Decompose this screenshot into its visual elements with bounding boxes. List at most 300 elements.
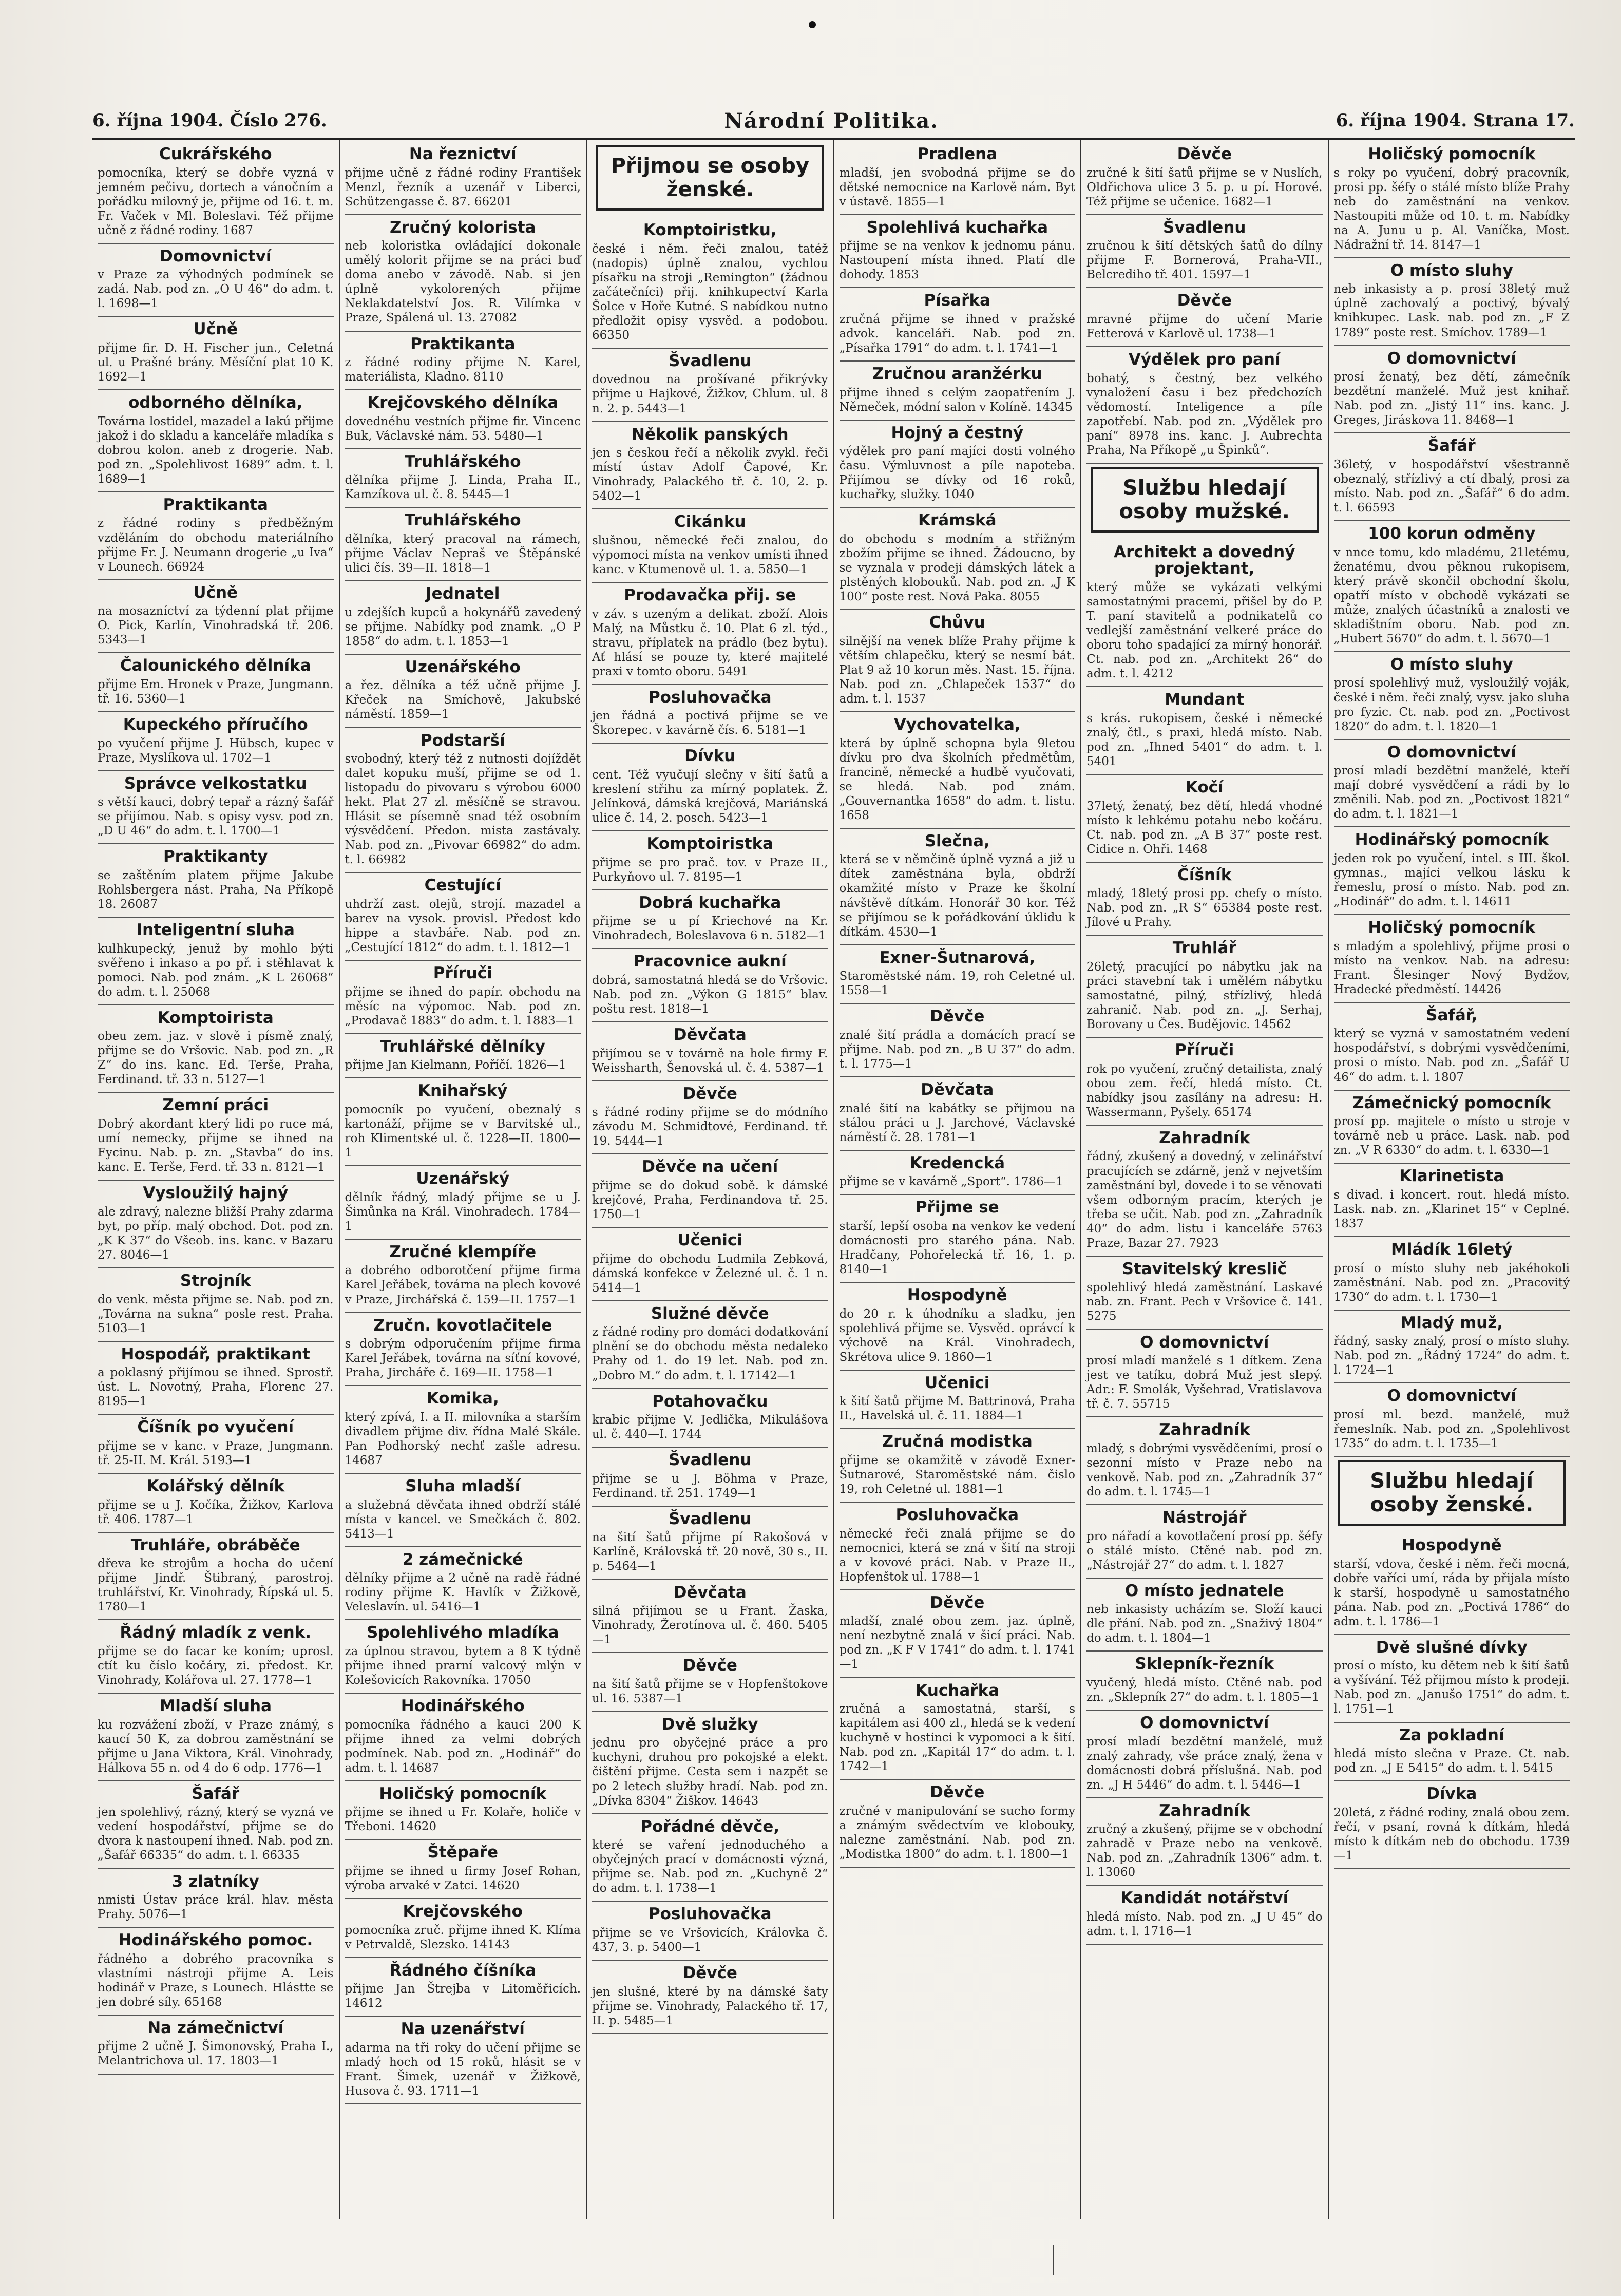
ad-title: Kolářský dělník — [146, 1476, 285, 1495]
ad-title: O domovnictví — [1387, 349, 1516, 368]
classified-ad — [98, 1005, 334, 1093]
classified-ad — [345, 961, 581, 1034]
ad-title: O domovnictví — [1387, 743, 1516, 762]
ad-body: s krás. rukopisem, české i německé znalý, čtl., s praxi, hledá místo. Nab. pod zn. „Ihned 5401“ do adm. t. l. 5401 — [1086, 711, 1323, 768]
ad-title: Čalounického dělníka — [120, 656, 311, 675]
classified-ad — [592, 1228, 828, 1301]
classified-ad — [840, 1004, 1076, 1077]
ad-body: zručný a zkušený, přijme se v obchodní zahradě v Praze nebo na venkově. Nab. pod zn. „Zahradník 1306“ adm. t. l. 13060 — [1086, 1823, 1323, 1880]
ad-title: Pradlena — [917, 145, 998, 163]
classified-ad — [1334, 433, 1570, 521]
ad-title: Děvče — [930, 1007, 985, 1026]
ad-title: Zahradník — [1159, 1128, 1250, 1147]
ad-title: Výdělek pro paní — [1128, 350, 1281, 369]
classified-ad — [592, 890, 828, 950]
classified-ad — [98, 771, 334, 845]
classified-ad — [840, 288, 1076, 362]
ad-body: z řádné rodiny pro domáci dodatkování plnění se do obchodu města nedaleko Prahy od 1. do 19 let. Nab. pod zn. „Dobro M.“ do adm. t. l. 17142—1 — [592, 1325, 828, 1382]
section-heading-box: Službu hledají osoby ženské. — [1338, 1460, 1566, 1526]
ad-body: neb inkasisty ucházím se. Složí kauci dle přání. Nab. pod zn. „Snaživý 1804“ do adm. t. l. 1804—1 — [1086, 1603, 1323, 1645]
classified-ad — [840, 712, 1076, 829]
ad-title: O místo jednatele — [1124, 1581, 1284, 1600]
classified-ad — [592, 1814, 828, 1902]
ad-body: přijme se ihned u firmy Josef Rohan, výroba arvaké v Zatci. 14620 — [345, 1864, 581, 1892]
classified-ad — [592, 1580, 828, 1654]
classified-ad — [1086, 347, 1323, 464]
classified-ad — [98, 653, 334, 712]
ad-body: svobodný, který též z nutnosti dojíždět dalet kopuku muší, přijme se od 1. listopadu do pivovaru s výrobou 6000 hekt. Plat 27 zl. měsíčně se stravou. Hlásit se písemně snad též osobním výsvědčení. Předon. mista zastávaly. Nab. pod zn. „Pivovar 66982“ do adm. t. l. 66982 — [345, 752, 581, 867]
classified-ad — [345, 873, 581, 961]
classified-ad — [98, 244, 334, 317]
ad-title: Podstarší — [420, 731, 505, 750]
ad-title: Exner-Šutnarová, — [879, 948, 1036, 967]
classified-ad — [345, 332, 581, 391]
ad-body: starší, lepší osoba na venkov ke vedení domácnosti pro starého pána. Nab. Hradčany, Pohořelecká tř. 16, 1. p. 8140—1 — [839, 1219, 1075, 1276]
classified-ad — [592, 1154, 828, 1228]
ad-title: Kuchařka — [915, 1681, 1000, 1700]
ad-title: Posluhovačka — [648, 1905, 772, 1924]
classified-ad — [840, 508, 1076, 610]
ad-body: prosí o místo sluhy neb jakéhokoli zaměstnání. Nab. pod zn. „Pracovitý 1730“ do adm. t. l. 1730—1 — [1333, 1261, 1570, 1304]
ad-body: v Praze za výhodných podmínek se zadá. Nab. pod zn. „O U 46“ do adm. t. l. 1698—1 — [98, 268, 334, 311]
ad-body: a řez. dělníka a též učně přijme J. Křeček na Smíchově, Jakubské náměstí. 1859—1 — [345, 679, 581, 722]
section-heading-box: Přijmou se osoby ženské. — [596, 145, 824, 211]
ad-body: do venk. města přijme se. Nab. pod zn. „Továrna na sukna“ posle rest. Praha. 5103—1 — [98, 1293, 334, 1335]
ad-title: Kandidát notářství — [1120, 1889, 1289, 1908]
classified-ad — [840, 1780, 1076, 1868]
classified-ad — [1334, 142, 1570, 258]
classified-ad — [98, 1474, 334, 1533]
ad-title: Praktikanty — [163, 847, 268, 866]
ad-title: Stavitelský kreslič — [1122, 1259, 1287, 1278]
ad-title: Děvče — [682, 1084, 737, 1103]
classified-ad — [840, 1429, 1076, 1503]
ad-title: Děvče — [930, 1593, 985, 1612]
ad-body: neb inkasisty a p. prosí 38letý muž úplně zachovalý a poctivý, bývalý knihkupec. Lask. nab. pod zn. „F Z 1789“ poste rest. Smíchov. 1789—1 — [1333, 282, 1570, 339]
ad-title: Štěpaře — [427, 1843, 499, 1862]
ad-body: z řádné rodiny přijme N. Karel, materiálista, Kladno. 8110 — [345, 356, 581, 384]
ad-body: silnější na venek blíže Prahy přijme k větším chlapečku, který se nesmí bát. Plat 9 až 10 korun měs. Nast. 15. října. Nab. pod zn. „Chlapeček 1537“ do adm. t. l. 1537 — [839, 634, 1075, 706]
ad-body: prosí o místo, ku dětem neb k šití šatů a vyšívání. Též přijmou místo k prodeji. Nab. pod zn. „Janušo 1751“ do adm. t. l. 1751—1 — [1333, 1659, 1570, 1716]
ad-title: Krámská — [918, 511, 997, 530]
classified-ad — [1086, 1257, 1323, 1330]
ad-body: dělník řádný, mladý přijme se u J. Šimůnka na Král. Vinohradech. 1784—1 — [345, 1190, 581, 1233]
column-6 — [1329, 140, 1575, 2219]
ad-title: Vysloužilý hajný — [143, 1184, 289, 1203]
classified-ad — [98, 1268, 334, 1342]
ad-title: Švadlenu — [669, 1509, 752, 1528]
ad-title: Kredencká — [909, 1153, 1005, 1172]
ad-title: Šafář — [1427, 437, 1476, 456]
ad-title: Děvčata — [673, 1026, 747, 1045]
ad-title: Hospodář, praktikant — [121, 1344, 310, 1363]
ad-title: Krejčovského dělníka — [367, 393, 559, 412]
ad-title: Přijme se — [915, 1198, 999, 1217]
ad-title: Děvčata — [673, 1583, 747, 1602]
ad-body: hledá místo slečna v Praze. Ct. nab. pod zn. „J E 5415“ do adm. t. l. 5415 — [1333, 1747, 1570, 1775]
ad-title: Pořádné děvče, — [640, 1817, 780, 1836]
ad-body: neb koloristka ovládající dokonale umělý kolorit přijme se na práci buď doma anebo v závodě. Nab. si jen úplně vykolorených přijme Neklakdatelství Jos. R. Vilímka v Praze, Spálená ul. 13. 27082 — [345, 239, 581, 325]
ad-title: Praktikanta — [410, 334, 516, 353]
ad-body: které se vaření jednoduchého a obyčejných prací v domácnosti význá, přijme se. Nab. pod zn. „Kuchyně 2“ do adm. t. l. 1738—1 — [592, 1838, 828, 1895]
ad-body: prosí pp. majitele o místo u stroje v továrně neb u práce. Lask. nab. pod zn. „V R 6330“ do adm. t. l. 6330—1 — [1333, 1115, 1570, 1158]
ad-body: v nnce tomu, kdo mladému, 21letému, ženatému, dvou pěknou rukopisem, který právě skončil obchodní školu, opatří místo v obchodě vykázati se může, znalých účastníků a znalosti ve skladištním oboru. Nab. pod zn. „Hubert 5670“ do adm. t. l. 5670—1 — [1333, 545, 1570, 646]
classified-ad — [1086, 1505, 1323, 1579]
ad-title: Pracovnice aukní — [633, 952, 787, 971]
ad-body: s dobrým odporučením přijme firma Karel Jeřábek, továrna na síťní kovové, Praha, Jircháře č. 169—II. 1758—1 — [345, 1337, 581, 1380]
ad-title: Zámečnický pomocník — [1352, 1093, 1551, 1112]
ad-title: Prodavačka přij. se — [624, 585, 796, 604]
classified-ad — [1334, 521, 1570, 652]
classified-ad — [1086, 687, 1323, 775]
ad-body: přijme Em. Hronek v Praze, Jungmann. tř. 16. 5360—1 — [98, 677, 334, 706]
ad-body: jen s českou řečí a několik zvykl. řeči místí ústav Adolf Čapové, Kr. Vinohrady, Palackého tř. č. 10, 2. p. 5402—1 — [592, 446, 828, 503]
classified-ad — [1086, 775, 1323, 863]
ad-body: mladší, znalé obou zem. jaz. úplně, není nezbytně znalá v šicí práci. Nab. pod zn. „K F V 1741“ do adm. t. l. 1741—1 — [839, 1615, 1075, 1672]
ad-title: Cikánku — [674, 513, 746, 532]
ad-title: Domovnictví — [159, 246, 272, 265]
classified-ad — [1086, 540, 1323, 687]
ad-title: Truhlářského — [404, 452, 521, 471]
classified-ad — [98, 1869, 334, 1928]
classified-ad — [98, 1928, 334, 2016]
classified-ad — [592, 1653, 828, 1712]
ad-title: Děvče — [1177, 145, 1232, 163]
ad-title: Cukrářského — [159, 145, 272, 163]
ad-body: Továrna lostidel, mazadel a lakú přijme jakož i do skladu a kanceláře mladíka s dobrou kolon. aneb z drogerie. Nab. pod zn. „Spolehlivost 1689“ adm. t. l. 1689—1 — [98, 414, 334, 486]
classified-ad — [1334, 1723, 1570, 1782]
classified-ad — [840, 142, 1076, 215]
classified-ad — [345, 1899, 581, 1958]
classified-ad — [592, 1712, 828, 1814]
classified-ad — [1334, 1781, 1570, 1869]
ad-body: ku rozvážení zboží, v Praze známý, s kaucí 50 K, za dobrou zaměstnání se přijme u Jana Viktora, Král. Vinohrady, Hálkova 55 n. od 4 do 6 odp. 1776—1 — [98, 1718, 334, 1775]
classified-ad — [840, 1503, 1076, 1590]
ad-title: Šafář, — [1426, 1005, 1478, 1024]
ad-title: Inteligentní sluha — [136, 921, 295, 940]
classified-ad — [1334, 1533, 1570, 1635]
ad-title: Krejčovského — [403, 1902, 523, 1921]
classified-ad — [592, 1507, 828, 1580]
ad-title: Vychovatelka, — [893, 715, 1021, 734]
classified-ad — [345, 1620, 581, 1694]
ad-body: 26letý, pracující po nábytku jak na práci stavební tak i umělém nábytku samostatné, pilný, střízlivý, hledá zahranič. Nab. pod zn. „J. Serhaj, Borovany u Čes. Budějovic. 14562 — [1086, 960, 1323, 1032]
ad-title: Děvče na učení — [642, 1158, 778, 1177]
ad-body: z řádné rodiny s předběžným vzděláním do obchodu materiálního přijme Fr. J. Neumann drogerie „u Iva“ v Lounech. 66924 — [98, 517, 334, 574]
ad-body: s roky po vyučení, dobrý pracovník, prosi pp. šéfy o stálé místo blíže Prahy neb do zaměstnání na venkov. Nastoupiti může od 10. t. m. Nabídky na A. Junu u p. Al. Vaníčka, Most. Nádražní tř. 14. 8147—1 — [1333, 166, 1570, 252]
ad-body: obeu zem. jaz. v slově i písmě znalý, přijme se do Vršovic. Nab. pod zn. „R Z“ do ins. kanc. Ed. Terše, Praha, Ferdinand. tř. 33 n. 5127—1 — [98, 1030, 334, 1087]
classified-ad — [345, 1034, 581, 1079]
classified-ad — [98, 2016, 334, 2075]
classified-ad — [592, 1301, 828, 1389]
ad-body: která by úplně schopna byla 9letou dívku pro dva školních předmětům, francině, německé a hudbě vyučovati, se hledá. Nab. pod znám. „Gouvernantka 1658“ do adm. t. listu. 1658 — [839, 736, 1075, 822]
ad-body: rok po vyučení, zručný detailista, znalý obou zem. řečí, hledá místo. Ct. nabídky jsou zasílány na adresu: H. Wassermann, Pyšely. 65174 — [1086, 1062, 1323, 1119]
ad-body: řádný, sasky znalý, prosí o místo sluhy. Nab. pod zn. „Řádný 1724“ do adm. t. l. 1724—1 — [1333, 1335, 1570, 1377]
page-margin-marks — [0, 2245, 1621, 2275]
classified-ad — [1086, 142, 1323, 215]
ad-title: Šafář — [192, 1784, 240, 1803]
ad-title: Praktikanta — [163, 495, 268, 514]
classified-ad — [345, 728, 581, 874]
ad-title: Děvčata — [921, 1080, 994, 1099]
classified-ad — [98, 1093, 334, 1181]
ad-title: Dvě služky — [661, 1715, 758, 1734]
ad-title: Uzenářského — [405, 657, 521, 676]
ad-body: a poklasný přijímou se ihned. Sprostř. úst. L. Novotný, Praha, Florenc 27. 8195—1 — [98, 1366, 334, 1409]
classified-ad — [345, 1240, 581, 1313]
classified-ad — [1086, 1126, 1323, 1257]
classified-ad — [98, 712, 334, 771]
ad-title: Zručnou aranžérku — [872, 365, 1042, 384]
ad-title: Truhlářské dělníky — [380, 1037, 545, 1056]
classified-ad — [840, 1371, 1076, 1430]
ad-title: Cestující — [424, 876, 501, 895]
classified-ad — [345, 142, 581, 215]
ad-body: který může se vykázati velkými samostatnými pracemi, přišel by do P. T. paní stavitelů a podnikatelů co vedlejší zaměstnání velkeré práce do oboru toho spadající za mírný honorář. Ct. nab. pod zn. „Architekt 26“ do adm. t. l. 4212 — [1086, 580, 1323, 681]
classified-ad — [1086, 936, 1323, 1038]
classified-ad — [98, 142, 334, 244]
ad-body: na mosazníctví za týdenní plat přijme O. Pick, Karlín, Vinohradská tř. 206. 5343—1 — [98, 604, 334, 647]
ad-title: Hodinářského — [401, 1697, 525, 1716]
ad-body: zručná přijme se ihned v pražské advok. kanceláři. Nab. pod zn. „Písařka 1791“ do adm. t. l. 1741—1 — [839, 312, 1075, 355]
ad-title: O místo sluhy — [1390, 261, 1513, 280]
ad-title: Holičský pomocník — [1368, 918, 1536, 937]
ad-title: Příruči — [1175, 1041, 1234, 1060]
ad-body: přijme Jan Štrejba v Litoměřicích. 14612 — [345, 1982, 581, 2010]
ad-body: se zaštěním platem přijme Jakube Rohlsbergera nást. Praha, Na Příkopě 18. 26087 — [98, 868, 334, 911]
classified-ad — [1334, 1383, 1570, 1457]
ad-title: Mundant — [1165, 690, 1245, 709]
classified-ad — [98, 1694, 334, 1781]
ad-title: odborného dělníka, — [128, 393, 303, 412]
classified-ad — [840, 1151, 1076, 1196]
classified-ad — [592, 1081, 828, 1155]
ad-body: zručnou k šití dětských šatů do dílny přijme F. Bornerová, Praha-VII., Belcrediho tř. 401. 1597—1 — [1086, 239, 1323, 282]
ad-body: 37letý, ženatý, bez dětí, hledá vhodné místo k lehkému potahu nebo kočáru. Ct. nab. pod zn. „A B 37“ poste rest. Cidice n. Ohři. 1468 — [1086, 799, 1323, 856]
ad-body: slušnou, německé řeči znalou, do výpomoci místa na venkov umísti ihned kanc. v Ktumenově ul. 1. a. 5850—1 — [592, 534, 828, 576]
ad-body: zručné v manipulování se sucho formy a známým svědectvím ve klobouky, nalezne zaměstnání. Nab. pod zn. „Modistka 1800“ do adm. t. l. 1800—1 — [839, 1804, 1075, 1861]
ad-title: Švadlenu — [1163, 218, 1246, 237]
ad-title: Zahradník — [1159, 1420, 1250, 1439]
classified-ad — [98, 1415, 334, 1474]
ad-body: zručná a samostatná, starší, s kapitálem asi 400 zl., hledá se k vedení kuchyně v hostinci k vypomoci a k šití. Nab. pod zn. „Kapitál 17“ do adm. t. l. 1742—1 — [839, 1702, 1075, 1774]
ad-title: Číšník — [1177, 865, 1232, 884]
ad-body: starší, vdova, české i něm. řeči mocná, dobře vaříci umí, ráda by přijala místo k starší, hospodyně u samostatného pána. Nab. pod zn. „Poctivá 1786“ do adm. t. l. 1786—1 — [1333, 1557, 1570, 1628]
ad-body: přijme se u J. Böhma v Praze, Ferdinand. tř. 251. 1749—1 — [592, 1472, 828, 1500]
classified-ad — [840, 421, 1076, 508]
ad-body: s divad. i koncert. rout. hledá místo. Lask. nab. zn. „Klarinet 15“ v Ceplné. 1837 — [1333, 1188, 1570, 1230]
ad-title: Učenici — [677, 1231, 742, 1250]
ad-body: s větší kauci, dobrý tepař a rázný šafář se přijímou. Nab. s opisy vysv. pod zn. „D U 46“ do adm. t. l. 1700—1 — [98, 795, 334, 838]
ad-body: přijme 2 učně J. Šimonovský, Praha I., Melantrichova ul. 17. 1803—1 — [98, 2040, 334, 2068]
ad-title: Holičský pomocník — [379, 1784, 547, 1803]
ad-title: Komptoiristka — [646, 834, 774, 853]
classified-ad — [345, 1078, 581, 1166]
ad-body: hledá místo. Nab. pod zn. „J U 45“ do adm. t. l. 1716—1 — [1086, 1910, 1323, 1939]
classified-ad — [345, 1474, 581, 1547]
classified-ad — [1334, 1635, 1570, 1723]
classified-ad — [98, 1342, 334, 1415]
ad-body: pomocníka zruč. přijme ihned K. Klíma v Petrvaldě, Slezsko. 14143 — [345, 1923, 581, 1951]
classified-ad — [592, 1022, 828, 1081]
classified-ad — [1334, 740, 1570, 828]
ad-title: Hojný a čestný — [891, 423, 1024, 442]
ad-body: přijme se na venkov k jednomu pánu. Nastoupení místa ihned. Platí dle dohody. 1853 — [839, 239, 1075, 282]
ad-title: Dívka — [1426, 1785, 1477, 1804]
ad-body: zručné k šití šatů přijme se v Nuslích, Oldřichova ulice 3 5. p. u pí. Horové. Též přijme se učenice. 1682—1 — [1086, 166, 1323, 208]
ad-body: přijme se ihned do papír. obchodu na měsíc na výpomoc. Nab. pod zn. „Prodavač 1883“ do adm. t. l. 1883—1 — [345, 985, 581, 1028]
ad-body: u zdejších kupců a hokynářů zavedený se přijme. Nabídky pod znamk. „O P 1858“ do adm. t. l. 1853—1 — [345, 605, 581, 648]
ad-body: dělníka, který pracoval na rámech, přijme Václav Nepraš ve Štěpánské ulici čís. 39—II. 1818—1 — [345, 532, 581, 575]
ad-body: jen řádná a poctivá přijme se ve Škorepec. v kavárně čís. 6. 5181—1 — [592, 709, 828, 737]
ad-body: pomocníka, který se dobře vyzná v jemném pečivu, dortech a vánočním a pořádku milovný je, přijme od 16. t. m. Fr. Vaček v Ml. Boleslavi. Též přijme učně z řádné rodiny. 1687 — [98, 166, 334, 237]
classified-ad — [1334, 1003, 1570, 1091]
ad-body: dělníky přijme a 2 učně na radě řádné rodiny přijme K. Havlík v Žižkově, Veleslavín. ul. 5416—1 — [345, 1571, 581, 1614]
ad-body: ale zdravý, nalezne bližší Prahy zdarma byt, po příp. malý obchod. Dot. pod zn. „K K 37“ do Všeob. ins. kanc. v Bazaru 27. 8046—1 — [98, 1205, 334, 1262]
ad-title: Posluhovačka — [648, 688, 772, 707]
ad-body: znalé šití prádla a domácích prací se přijme. Nab. pod zn. „B U 37“ do adm. t. l. 1775—1 — [839, 1028, 1075, 1071]
classified-ad — [1086, 1798, 1323, 1886]
ad-body: za úplnou stravou, bytem a 8 K týdně přijme ihned prarní valcový mlýn v Kolešovicích Rakovníka. 17050 — [345, 1644, 581, 1687]
ad-body: jeden rok po vyučení, intel. s III. škol. gymnas., majíci velkou lásku k řemeslu, prosí o místo. Nab. pod zn. „Hodinář“ do adm. t. l. 14611 — [1333, 851, 1570, 909]
classified-ad — [98, 1181, 334, 1268]
classified-ad — [592, 1961, 828, 2034]
ad-body: české i něm. řeči znalou, tatéž (nadopis) úplně znalou, vychlou písařku na stroji „Remington“ (žádnou začátečníci) přij. knihkupectví Karla Šolce v Hoře Kutné. S nabídkou nutno předložit opisy vysvěd. a podobou. 66350 — [592, 242, 828, 342]
classified-ad — [98, 1533, 334, 1621]
ad-body: cent. Též vyučují slečny v šití šatů a kreslení střihu za mírný poplatek. Ž. Jelínková, dámská krejčová, Mariánská ulice č. 14, 2. posch. 5423—1 — [592, 768, 828, 825]
ad-title: Holičský pomocník — [1368, 145, 1536, 163]
ad-title: Potahovačku — [652, 1392, 768, 1411]
classified-ad — [592, 949, 828, 1022]
ad-body: prosí ml. bezd. manželé, muž řemeslník. Nab. pod zn. „Spolehlivost 1735“ do adm. t. l. 1735—1 — [1333, 1408, 1570, 1450]
ad-title: Sluha mladší — [405, 1476, 521, 1495]
ad-title: Hospodyně — [907, 1286, 1007, 1304]
ad-title: Učenici — [925, 1373, 990, 1392]
ad-title: Dívku — [684, 747, 736, 766]
ad-body: která se v němčině úplně vyzná a již u dítek zaměstnána byla, obdrží okamžité místo v Praze ke školní návštěvě dítkám. Honorář 30 kor. Též se přijímou se k pořádkování úklidu k dítkám. 4530—1 — [839, 853, 1075, 939]
ad-body: dobrá, samostatná hledá se do Vršovic. Nab. pod zn. „Výkon G 1815“ blav. poštu rest. 1818—1 — [592, 973, 828, 1016]
classified-ad — [98, 918, 334, 1005]
ad-title: O domovnictví — [1140, 1713, 1269, 1732]
ad-title: Nástrojář — [1162, 1508, 1247, 1527]
ad-title: Zemní práci — [162, 1096, 269, 1115]
ad-body: výdělek pro paní majíci dosti volného času. Výmluvnost a píle napoteba. Přijímou se dívky od 16 roků, kuchařky, služky. 1040 — [839, 445, 1075, 502]
ad-title: Spolehlivého mladíka — [367, 1623, 559, 1642]
classified-ad — [592, 218, 828, 349]
ad-title: Mládík 16letý — [1391, 1240, 1513, 1259]
ad-title: O místo sluhy — [1390, 655, 1513, 674]
classified-ad — [592, 831, 828, 890]
classified-ad — [840, 362, 1076, 421]
classified-ad — [1086, 1579, 1323, 1652]
classified-ad — [592, 1389, 828, 1448]
ad-body: přijme učně z řádné rodiny František Menzl, řezník a uzenář v Liberci, Schützengasse č. 87. 66201 — [345, 166, 581, 208]
classified-ad — [345, 449, 581, 508]
ad-title: Dvě slušné dívky — [1376, 1638, 1528, 1657]
ad-title: Hodinářský pomocník — [1355, 830, 1549, 849]
ad-body: 36letý, v hospodářství všestranně obeznalý, střízlivý a ctí dbalý, prosi za místo. Nab. pod zn. „Šafář“ 6 do adm. t. l. 66593 — [1333, 458, 1570, 515]
classified-ad — [1334, 1311, 1570, 1384]
classified-ad — [592, 349, 828, 422]
ad-title: Klarinetista — [1399, 1167, 1504, 1186]
ad-body: přijme Jan Kielmann, Poříčí. 1826—1 — [345, 1058, 566, 1072]
masthead: Národní Politika. — [724, 108, 939, 133]
classified-ad — [98, 492, 334, 580]
ad-body: mravné přijme do učení Marie Fetterová v Karlově ul. 1738—1 — [1086, 312, 1323, 340]
ad-title: Hospodyně — [1401, 1536, 1502, 1555]
ad-body: jen slušné, které by na dámské šaty přijme se. Vinohrady, Palackého tř. 17, II. p. 5485—1 — [592, 1985, 828, 2027]
ad-body: s mladým a spolehlivý, přijme prosi o místo na venkov. Nab. na adresu: Frant. Šlesinger Nový Bydžov, Hradecké předměstí. 14426 — [1333, 939, 1570, 996]
ad-body: přijme se ve Vršovicích, Královka č. 437, 3. p. 5400—1 — [592, 1926, 828, 1954]
ad-body: k šití šatů přijme M. Battrinová, Praha II., Havelská ul. č. 11. 1884—1 — [839, 1395, 1075, 1423]
ad-title: Chůvu — [929, 613, 985, 632]
ad-title: 3 zlatníky — [171, 1872, 259, 1891]
ad-title: Zručné klempíře — [389, 1242, 537, 1261]
ad-title: Architekt a dovedný projektant, — [1114, 542, 1295, 578]
ad-title: Písařka — [924, 291, 991, 310]
ad-title: Na řeznictví — [409, 145, 517, 163]
ad-body: s řádné rodiny přijme se do módního závodu M. Schmidtové, Ferdinand. tř. 19. 5444—1 — [592, 1106, 828, 1148]
ad-title: Komika, — [426, 1389, 499, 1408]
classified-ad — [1334, 346, 1570, 434]
ad-title: Řádný mladík z venk. — [120, 1623, 312, 1642]
ad-body: 20letá, z řádné rodiny, znalá obou zem. řečí, v psaní, rovná k dítkám, hledá místo k dítkám neb do obchodu. 1739—1 — [1333, 1806, 1570, 1863]
ad-body: po vyučení přijme J. Hübsch, kupec v Praze, Myslíkova ul. 1702—1 — [98, 736, 334, 765]
ad-title: Truhlář — [1172, 939, 1236, 958]
ad-body: přijme se do dokud sobě. k dámské krejčové, Praha, Ferdinandova tř. 25. 1750—1 — [592, 1179, 828, 1222]
ad-body: přijme se v kanc. v Praze, Jungmann. tř. 25-II. M. Král. 5193—1 — [98, 1439, 334, 1467]
classified-ad — [345, 2017, 581, 2104]
classified-ad — [840, 1077, 1076, 1151]
ad-body: dovednéhu vestních přijme fir. Vincenc Buk, Václavské nám. 53. 5480—1 — [345, 414, 581, 443]
ad-title: Zručný kolorista — [390, 218, 536, 237]
ad-body: nmisti Ústav práce král. hlav. města Prahy. 5076—1 — [98, 1893, 334, 1922]
ad-body: který zpívá, I. a II. milovníka a starším divadlem přijme div. řídna Malé Skále. Pan Podhorský nechť zašle adresu. 14687 — [345, 1410, 581, 1467]
ad-title: Učně — [193, 583, 238, 602]
ad-title: Děvče — [1177, 291, 1232, 310]
ad-body: přijímou se v továrně na hole firmy F. Weissharth, Šenovská ul. č. 4. 5387—1 — [592, 1047, 828, 1075]
ad-title: Sklepník-řezník — [1135, 1655, 1274, 1674]
ad-body: jen spolehlivý, rázný, který se vyzná ve vedení hospodářství, přijme se do dvora k nastoupení ihned. Nab. pod zn. „Šafář 66335“ do adm. t. l. 66335 — [98, 1806, 334, 1863]
ad-body: německé řeči znalá přijme se do nemocnici, která se zná v šití na stroji a v kovové práci. Nab. v Praze II., Hopfenštok ul. 1788—1 — [839, 1527, 1075, 1584]
classified-ad — [345, 1781, 581, 1840]
classified-ad — [345, 390, 581, 449]
ad-body: kulhkupecký, jenuž by mohlo býti svěřeno i inkaso a po př. i stěhlavat k pomoci. Nab. pod znám. „K L 26068“ do adm. t. l. 25068 — [98, 942, 334, 999]
ad-body: přijme se ihned u Fr. Kolaře, holiče v Třeboni. 14620 — [345, 1806, 581, 1834]
ad-title: Uzenářský — [416, 1169, 510, 1188]
classified-ad — [98, 844, 334, 918]
classified-ad — [1086, 288, 1323, 347]
ad-body: do 20 r. k úhodníku a sladku, jen spolehlivá přijme se. Vysvěd. oprávcí k výchově na Král. Vinohradech, Skrétova ulice 9. 1860—1 — [839, 1307, 1075, 1364]
classified-ad — [345, 1547, 581, 1621]
ad-body: v záv. s uzeným a delikat. zboží. Alois Malý, na Můstku č. 10. Plat 6 zl. týd., stravu, příplatek na prádlo (bez bytu). Ať hlásí se pouze ty, které majitelé praxi v tomto oboru. 5491 — [592, 607, 828, 678]
classified-ad — [1334, 652, 1570, 740]
section-heading-box: Službu hledají osoby mužské. — [1091, 467, 1319, 533]
ad-body: dělníka přijme J. Linda, Praha II., Kamzíkova ul. č. 8. 5445—1 — [345, 473, 581, 502]
classified-ad — [592, 685, 828, 744]
ad-title: Jednatel — [426, 584, 500, 603]
ad-title: O domovnictví — [1387, 1387, 1516, 1406]
ad-title: Komptoiristku, — [643, 221, 777, 239]
classified-ad — [840, 829, 1076, 945]
column-3 — [587, 140, 834, 2219]
ad-body: přijme se pro prač. tov. v Praze II., Purkyňovo ul. 7. 8195—1 — [592, 856, 828, 884]
ad-title: Zručn. kovotlačitele — [373, 1316, 552, 1335]
ad-body: přijme ihned s celým zaopatřením J. Němeček, módní salon v Kolíně. 14345 — [839, 386, 1075, 414]
column-5 — [1081, 140, 1329, 2219]
classified-ad — [840, 1195, 1076, 1283]
classified-ad — [1334, 1091, 1570, 1164]
